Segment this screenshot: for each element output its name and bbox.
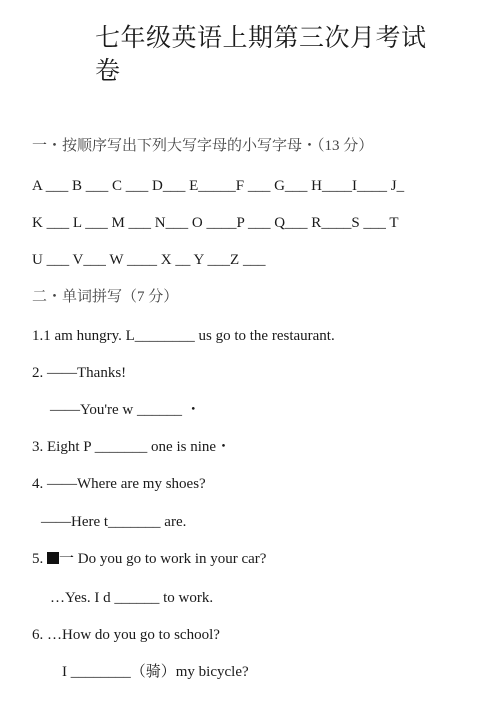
- question-6: 6. …How do you go to school?: [32, 627, 220, 643]
- letter-row-3: U ___ V___ W ____ X __ Y ___Z ___: [32, 252, 266, 268]
- letter-row-1: A ___ B ___ C ___ D___ E_____F ___ G___ H____I____ J_: [32, 178, 405, 194]
- question-4-reply: ——Here t_______ are.: [41, 514, 187, 530]
- question-6-reply: I ________（骑）my bicycle?: [62, 664, 249, 680]
- question-3: 3. Eight P _______ one is nine・: [32, 439, 232, 455]
- letter-row-2: K ___ L ___ M ___ N___ O ____P ___ Q___ R____S ___ T: [32, 215, 399, 231]
- question-4: 4. ——Where are my shoes?: [32, 476, 206, 492]
- section-1-heading: 一・按顺序写出下列大写字母的小写字母・（13 分）: [32, 138, 374, 154]
- question-5-reply: …Yes. I d ______ to work.: [50, 590, 214, 606]
- question-5-text: 一 Do you go to work in your car?: [59, 551, 267, 567]
- question-2: 2. ——Thanks!: [32, 365, 127, 381]
- section-2-heading: 二・单词拼写（7 分）: [32, 289, 179, 305]
- question-1: 1.1 am hungry. L________ us go to the restaurant.: [32, 328, 335, 344]
- black-square-icon: [47, 552, 59, 564]
- exam-title: 七年级英语上期第三次月考试卷: [95, 25, 427, 85]
- question-5: [32, 550, 266, 568]
- question-5-number: 5.: [32, 551, 44, 567]
- question-2-reply: ——You're w ______ ・: [50, 402, 201, 418]
